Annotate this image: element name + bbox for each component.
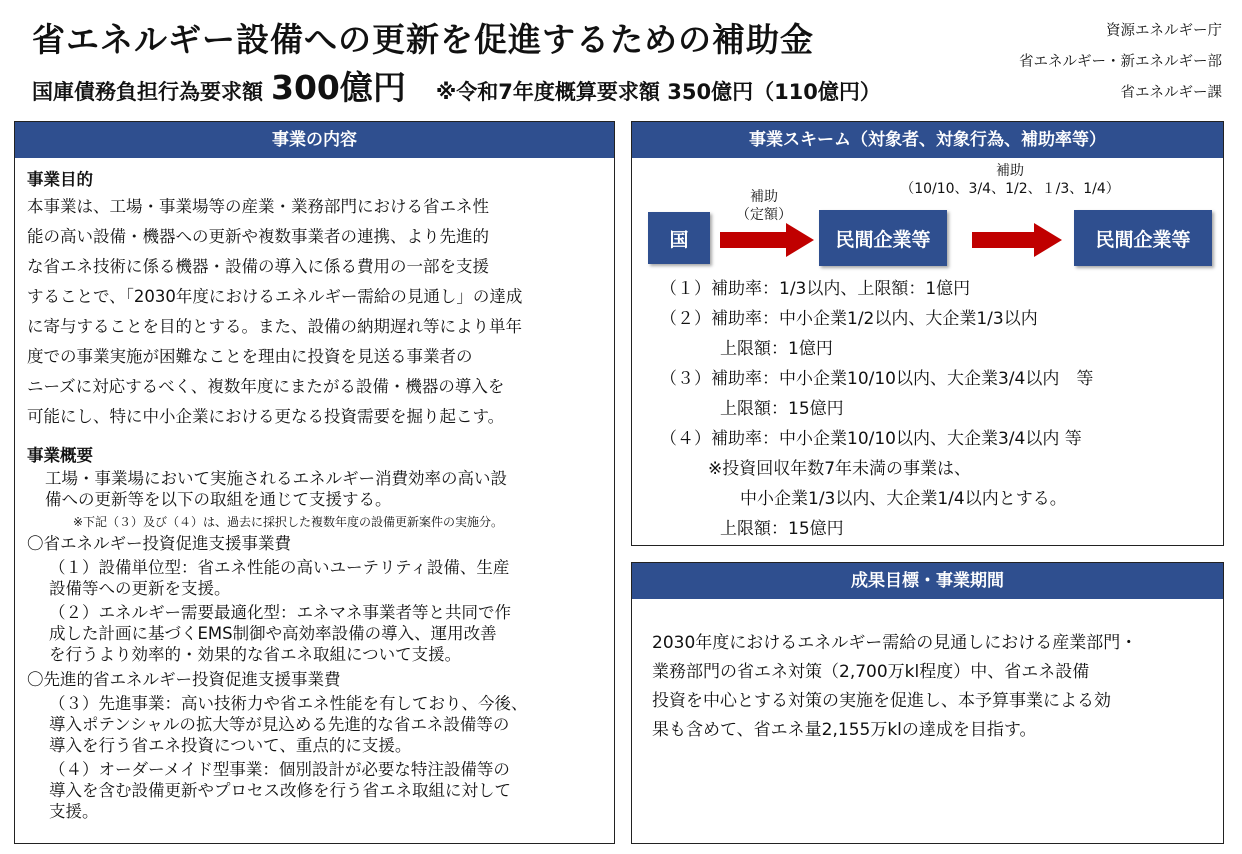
purpose-text <box>27 192 602 432</box>
page-title: 省エネルギー設備への更新を促進するための補助金 <box>32 20 814 59</box>
budget-line <box>32 62 881 109</box>
item-line: 成した計画に基づくEMS制御や高効率設備の導入、運用改善 <box>49 624 497 643</box>
item-line: 導入を含む設備更新やプロセス改修を行う省エネ取組に対して <box>49 781 511 800</box>
content-panel-header: 事業の内容 <box>15 122 614 158</box>
scheme-panel <box>631 121 1224 546</box>
budget-note: ※令和7年度概算要求額 350億円（110億円） <box>435 80 881 104</box>
program-item <box>49 759 602 822</box>
arrow-right-icon <box>720 223 814 257</box>
rate-line: 上限額：1億円 <box>720 339 833 359</box>
agency-line: 省エネルギー・新エネルギー部 <box>1019 54 1222 70</box>
program-heading: 〇先進的省エネルギー投資促進支援事業費 <box>27 670 341 689</box>
agency-block <box>1019 16 1222 109</box>
arrow-label-rates <box>870 162 1150 198</box>
arrow-label-line: 補助 <box>750 189 778 205</box>
purpose-line: 本事業は、工場・事業場等の産業・業務部門における省エネ性 <box>27 197 489 216</box>
rate-line: （３）補助率：中小企業10/10以内、大企業3/4以内 等 <box>660 369 1094 389</box>
rate-line: 上限額：15億円 <box>720 519 844 539</box>
purpose-line: に寄与することを目的とする。また、設備の納期遅れ等により単年 <box>27 317 522 336</box>
overview-line: 備への更新等を以下の取組を通じて支援する。 <box>45 490 392 509</box>
agency-line: 資源エネルギー庁 <box>1106 23 1222 39</box>
program-heading: 〇省エネルギー投資促進支援事業費 <box>27 534 291 553</box>
scheme-panel-header: 事業スキーム（対象者、対象行為、補助率等） <box>632 122 1223 158</box>
item-line: 導入ポテンシャルの拡大等が見込める先進的な省エネ設備等の <box>49 715 510 734</box>
item-line: （３）先進事業：高い技術力や省エネ性能を有しており、今後、 <box>49 694 528 713</box>
arrow-label-line: （10/10、3/4、1/2、１/3、1/4） <box>900 181 1120 197</box>
overview-line: 工場・事業場において実施されるエネルギー消費効率の高い設 <box>45 469 507 488</box>
item-line: （２）エネルギー需要最適化型：エネマネ事業者等と共同で作 <box>49 603 511 622</box>
rate-line: （１）補助率：1/3以内、上限額：1億円 <box>660 279 971 299</box>
purpose-line: 能の高い設備・機器への更新や複数事業者の連携、より先進的 <box>27 227 489 246</box>
purpose-line: 可能にし、特に中小企業における更なる投資需要を掘り起こす。 <box>27 407 505 426</box>
goal-panel-header: 成果目標・事業期間 <box>632 563 1223 599</box>
rate-line: 中小企業1/3以内、大企業1/4以内とする。 <box>740 489 1067 509</box>
goal-panel <box>631 562 1224 844</box>
rate-line: （２）補助率：中小企業1/2以内、大企業1/3以内 <box>660 309 1038 329</box>
budget-amount: 300億円 <box>271 68 406 107</box>
purpose-line: 度での事業実施が困難なことを理由に投資を見送る事業者の <box>27 347 473 366</box>
item-line: （１）設備単位型：省エネ性能の高いユーテリティ設備、生産 <box>49 558 510 577</box>
overview-heading: 事業概要 <box>27 446 93 465</box>
program-item <box>49 693 602 756</box>
box-private-company: 民間企業等 <box>819 210 947 266</box>
arrow-label-line: （定額） <box>736 207 792 223</box>
box-government: 国 <box>648 212 710 264</box>
item-line: 設備等への更新を支援。 <box>49 579 231 598</box>
purpose-heading: 事業目的 <box>27 170 93 189</box>
goal-line: 投資を中心とする対策の実施を促進し、本予算事業による効 <box>652 691 1111 711</box>
item-line: 導入を行う省エネ投資について、重点的に支援。 <box>49 736 412 755</box>
agency-line: 省エネルギー課 <box>1120 85 1222 101</box>
item-line: 支援。 <box>49 802 99 821</box>
budget-label: 国庫債務負担行為要求額 <box>32 80 263 104</box>
subsidy-rate-list <box>660 274 1093 544</box>
rate-line: ※投資回収年数7年未満の事業は、 <box>708 459 972 479</box>
content-panel <box>14 121 615 844</box>
purpose-line: することで、「2030年度におけるエネルギー需給の見通し」の達成 <box>27 287 523 306</box>
purpose-line: ニーズに対応するべく、複数年度にまたがる設備・機器の導入を <box>27 377 505 396</box>
item-line: （４）オーダーメイド型事業：個別設計が必要な特注設備等の <box>49 760 510 779</box>
arrow-right-icon <box>972 223 1062 257</box>
purpose-line: な省エネ技術に係る機器・設備の導入に係る費用の一部を支援 <box>27 257 489 276</box>
goal-line: 果も含めて、省エネ量2,155万klの達成を目指す。 <box>652 720 1037 740</box>
program-item <box>49 602 602 665</box>
rate-line: 上限額：15億円 <box>720 399 844 419</box>
goal-line: 2030年度におけるエネルギー需給の見通しにおける産業部門・ <box>652 633 1138 653</box>
item-line: を行うより効率的・効果的な省エネ取組について支援。 <box>49 645 462 664</box>
arrow-label-line: 補助 <box>996 163 1024 179</box>
goal-text <box>632 599 1223 745</box>
goal-line: 業務部門の省エネ対策（2,700万kl程度）中、省エネ設備 <box>652 662 1090 682</box>
program-item <box>49 557 602 599</box>
overview-note: ※下記（３）及び（４）は、過去に採択した複数年度の設備更新案件の実施分。 <box>73 515 504 529</box>
rate-line: （４）補助率：中小企業10/10以内、大企業3/4以内 等 <box>660 429 1082 449</box>
arrow-label-fixed <box>736 188 792 224</box>
box-private-company: 民間企業等 <box>1074 210 1212 266</box>
